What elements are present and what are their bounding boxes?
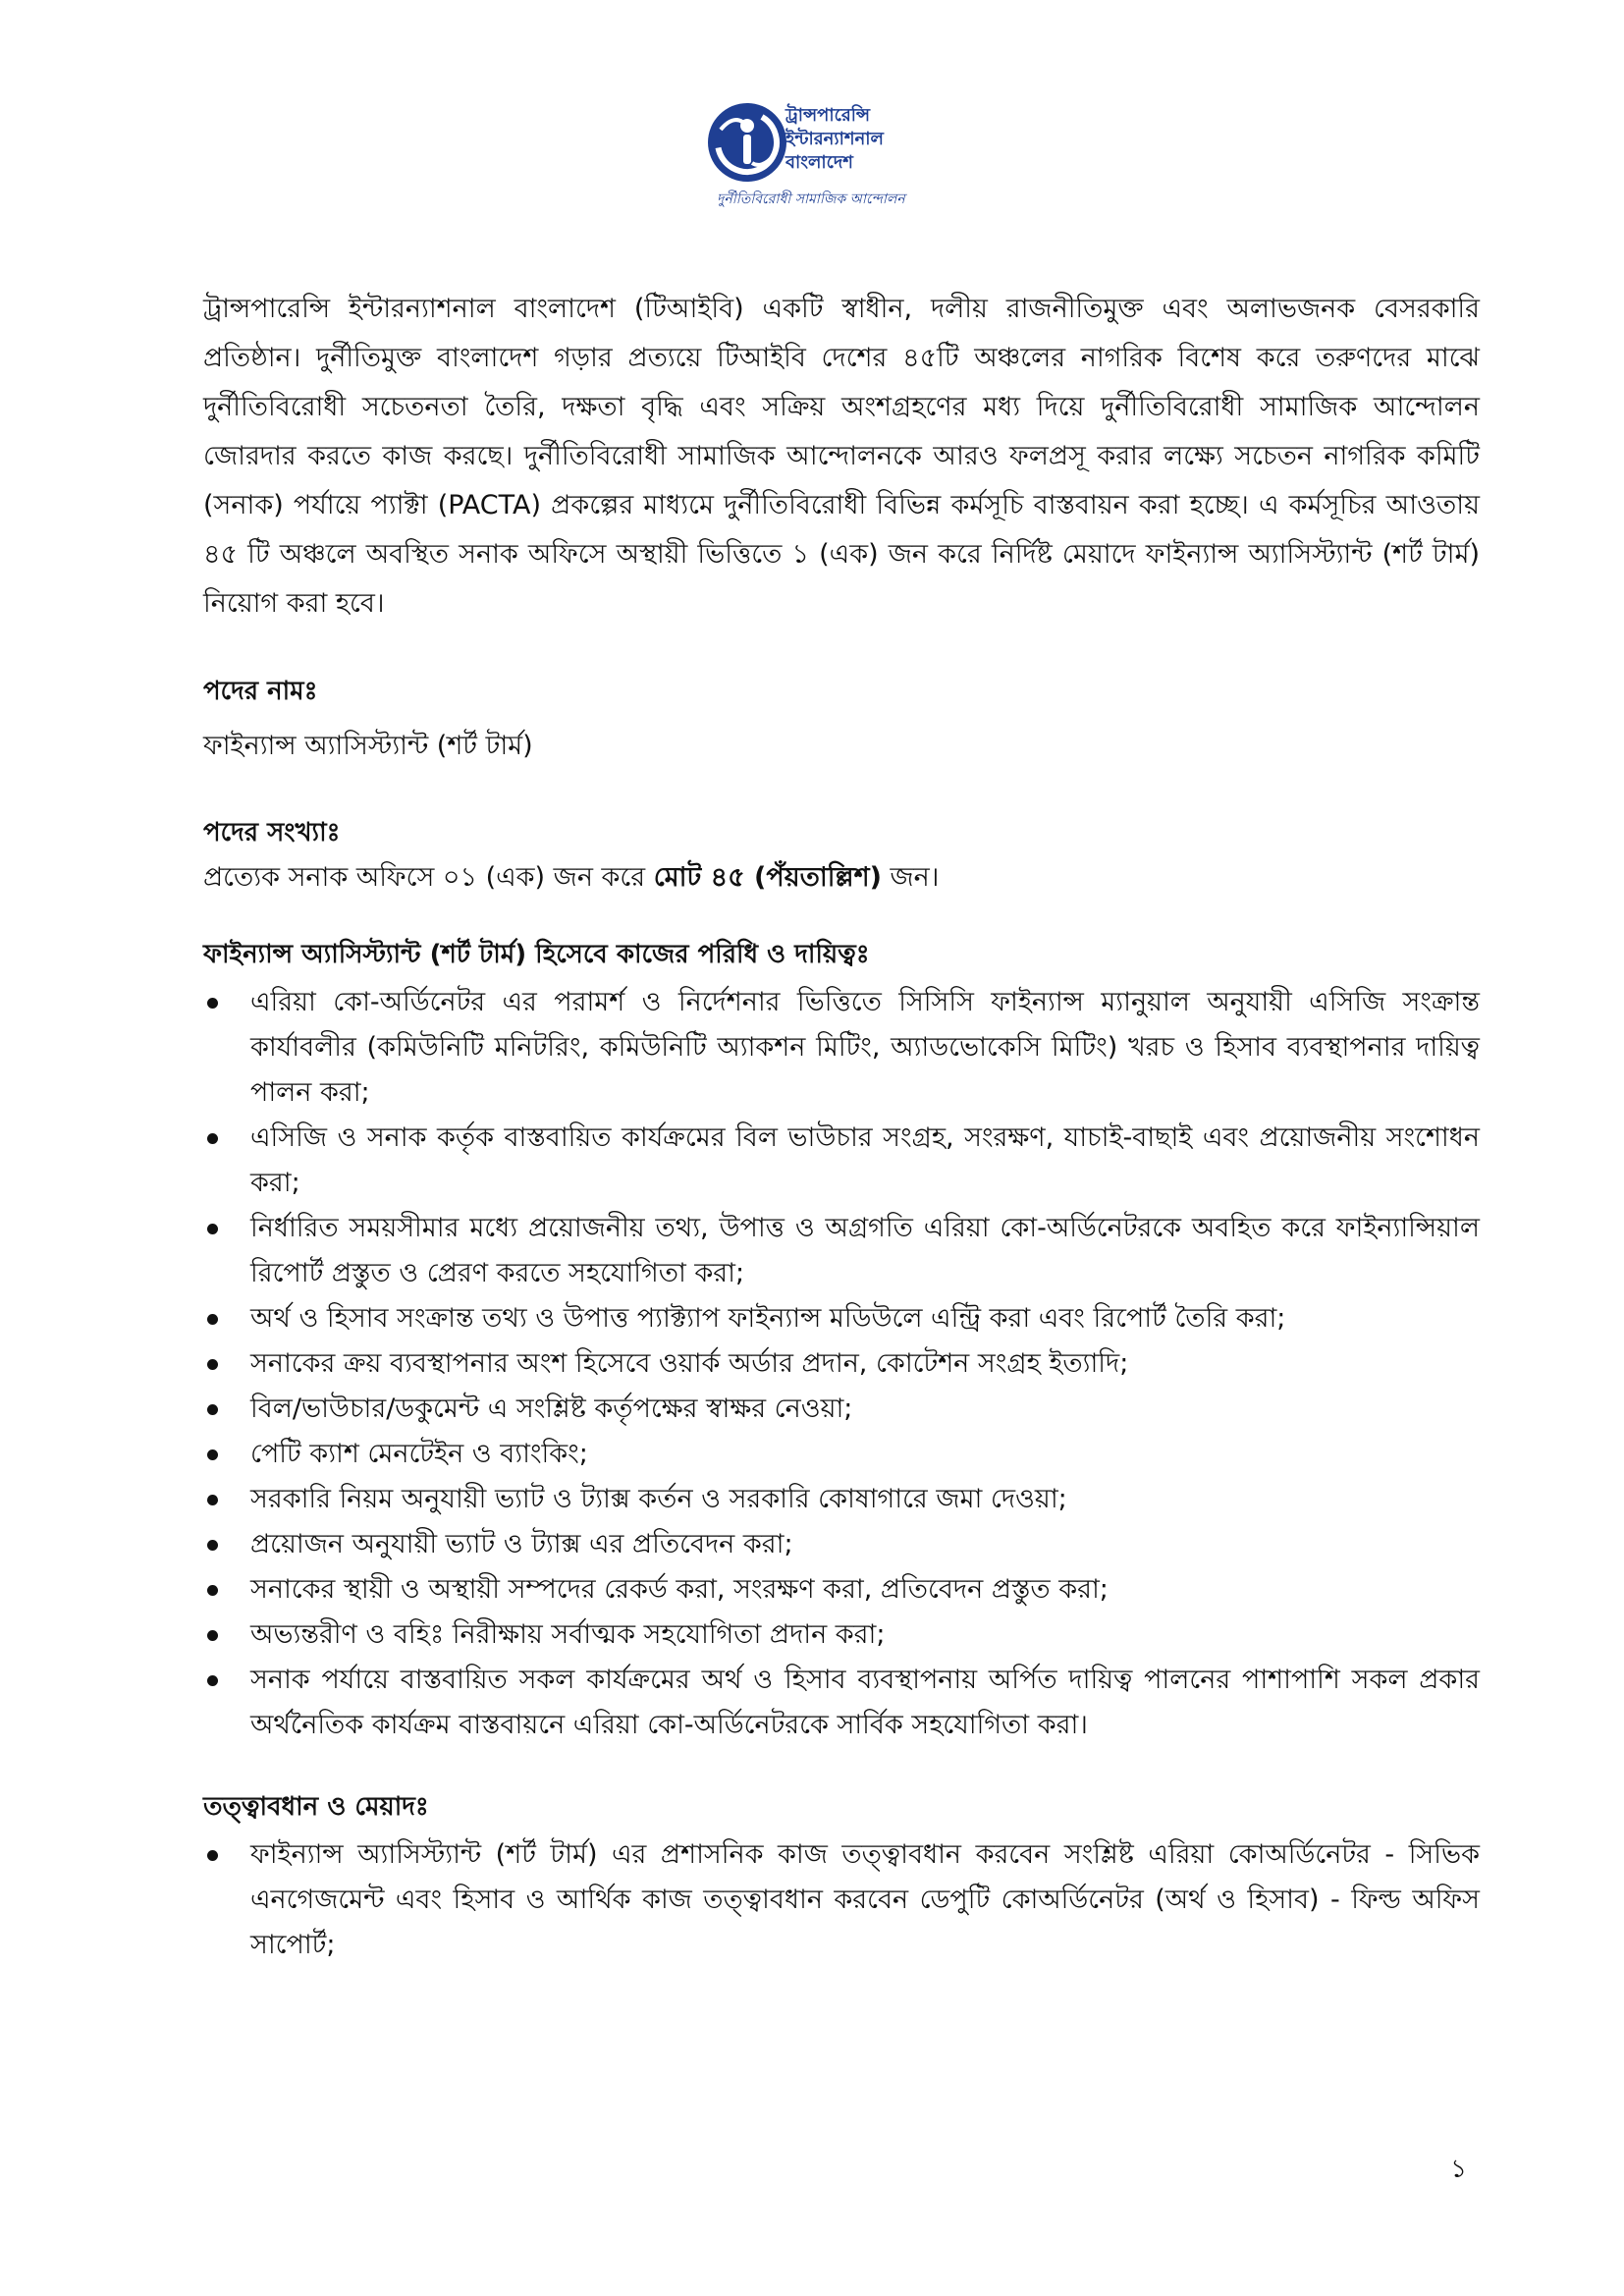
list-item — [203, 1658, 1480, 1748]
post-name-heading: পদের নামঃ — [203, 677, 318, 706]
duty-text: সনাক পর্যায়ে বাস্তবায়িত সকল কার্যক্রমের অর্থ ও হিসাব ব্যবস্থাপনায় অর্পিত দায়িত্ব পালনের পাশাপাশি সকল প্রকার অর্থনৈতিক কার্যক্রম বাস্তবায়নে এরিয়া কো-অর্ডিনেটরকে সার্বিক সহযোগিতা করা। — [250, 1665, 1480, 1740]
duty-text: এরিয়া কো-অর্ডিনেটর এর পরামর্শ ও নির্দেশনার ভিত্তিতে সিসিসি ফাইন্যান্স ম্যানুয়াল অনুযায়ী এসিজি সংক্রান্ত কার্যাবলীর (কমিউনিটি মনিটরিং, কমিউনিটি অ্যাকশন মিটিং, অ্যাডভোকেসি মিটিং) খরচ ও হিসাব ব্যবস্থাপনার দায়িত্ব পালন করা; — [250, 987, 1480, 1108]
list-item — [203, 1522, 1480, 1567]
duty-text: সনাকের ক্রয় ব্যবস্থাপনার অংশ হিসেবে ওয়ার্ক অর্ডার প্রদান, কোটেশন সংগ্রহ ইত্যাদি; — [250, 1348, 1129, 1379]
supervision-text: ফাইন্যান্স অ্যাসিস্ট্যান্ট (শর্ট টার্ম) এর প্রশাসনিক কাজ তত্ত্বাবধান করবেন সংশ্লিষ্ট এরিয়া কোঅর্ডিনেটর - সিভিক এনগেজমেন্ট এবং হিসাব ও আর্থিক কাজ তত্ত্বাবধান করবেন ডেপুটি কোঅর্ডিনেটর (অর্থ ও হিসাব) - ফিল্ড অফিস সাপোর্ট; — [250, 1839, 1480, 1960]
post-count-heading: পদের সংখ্যাঃ — [203, 818, 341, 847]
duty-text: নির্ধারিত সময়সীমার মধ্যে প্রয়োজনীয় তথ্য, উপাত্ত ও অগ্রগতি এরিয়া কো-অর্ডিনেটরকে অবহিত করে ফাইন্যান্সিয়াল রিপোর্ট প্রস্তুত ও প্রেরণ করতে সহযোগিতা করা; — [250, 1213, 1480, 1288]
post-count-prefix: প্রত্যেক সনাক অফিসে ০১ (এক) জন করে — [203, 862, 654, 893]
logo-line-1: ট্রান্সপারেন্সি — [785, 105, 871, 126]
duty-text: পেটি ক্যাশ মেনটেইন ও ব্যাংকিং; — [250, 1439, 588, 1469]
duty-text: অভ্যন্তরীণ ও বহিঃ নিরীক্ষায় সর্বাত্মক সহযোগিতা প্রদান করা; — [250, 1619, 886, 1650]
duties-list — [203, 980, 1480, 1748]
duty-text: বিল/ভাউচার/ডকুমেন্ট এ সংশ্লিষ্ট কর্তৃপক্ষের স্বাক্ষর নেওয়া; — [250, 1394, 853, 1424]
supervision-heading: তত্ত্বাবধান ও মেয়াদঃ — [203, 1792, 429, 1822]
bullet-icon — [207, 1850, 218, 1861]
list-item — [203, 1432, 1480, 1477]
duty-text: সরকারি নিয়ম অনুযায়ী ভ্যাট ও ট্যাক্স কর্তন ও সরকারি কোষাগারে জমা দেওয়া; — [250, 1484, 1067, 1514]
bullet-icon — [207, 1314, 218, 1325]
bullet-icon — [207, 1404, 218, 1415]
post-count-suffix: জন। — [881, 862, 940, 893]
list-item — [203, 1116, 1480, 1206]
organization-name — [785, 104, 884, 175]
bullet-icon — [207, 1630, 218, 1641]
organization-logo — [705, 100, 931, 208]
logo-line-3: বাংলাদেশ — [785, 152, 853, 173]
duty-text: প্রয়োজন অনুযায়ী ভ্যাট ও ট্যাক্স এর প্রতিবেদন করা; — [250, 1529, 793, 1559]
bullet-icon — [207, 998, 218, 1009]
list-item — [203, 1206, 1480, 1296]
bullet-icon — [207, 1585, 218, 1596]
list-item — [203, 1613, 1480, 1658]
list-item — [203, 1832, 1480, 1968]
list-item — [203, 1477, 1480, 1522]
post-count-total: মোট ৪৫ (পঁয়তাল্লিশ) — [653, 862, 882, 893]
post-count-value — [203, 856, 1480, 900]
list-item — [203, 980, 1480, 1116]
bullet-icon — [207, 1675, 218, 1686]
bullet-icon — [207, 1359, 218, 1370]
post-name-value: ফাইন্যান্স অ্যাসিস্ট্যান্ট (শর্ট টার্ম) — [203, 731, 533, 761]
ti-emblem-icon — [705, 100, 789, 185]
bullet-icon — [207, 1449, 218, 1460]
intro-paragraph: ট্রান্সপারেন্সি ইন্টারন্যাশনাল বাংলাদেশ (টিআইবি) একটি স্বাধীন, দলীয় রাজনীতিমুক্ত এবং অলাভজনক বেসরকারি প্রতিষ্ঠান। দুর্নীতিমুক্ত বাংলাদেশ গড়ার প্রত্যয়ে টিআইবি দেশের ৪৫টি অঞ্চলের নাগরিক বিশেষ করে তরুণদের মাঝে দুর্নীতিবিরোধী সচেতনতা তৈরি, দক্ষতা বৃদ্ধি এবং সক্রিয় অংশগ্রহণের মধ্য দিয়ে দুর্নীতিবিরোধী সামাজিক আন্দোলন জোরদার করতে কাজ করছে। দুর্নীতিবিরোধী সামাজিক আন্দোলনকে আরও ফলপ্রসূ করার লক্ষ্যে সচেতন নাগরিক কমিটি (সনাক) পর্যায়ে প্যাক্টা (PACTA) প্রকল্পের মাধ্যমে দুর্নীতিবিরোধী বিভিন্ন কর্মসূচি বাস্তবায়ন করা হচ্ছে। এ কর্মসূচির আওতায় ৪৫ টি অঞ্চলে অবস্থিত সনাক অফিসে অস্থায়ী ভিত্তিতে ১ (এক) জন করে নির্দিষ্ট মেয়াদে ফাইন্যান্স অ্যাসিস্ট্যান্ট (শর্ট টার্ম) নিয়োগ করা হবে। — [203, 294, 1480, 619]
duty-text: এসিজি ও সনাক কর্তৃক বাস্তবায়িত কার্যক্রমের বিল ভাউচার সংগ্রহ, সংরক্ষণ, যাচাই-বাছাই এবং প্রয়োজনীয় সংশোধন করা; — [250, 1122, 1480, 1198]
list-item — [203, 1567, 1480, 1613]
bullet-icon — [207, 1133, 218, 1144]
list-item — [203, 1387, 1480, 1432]
bullet-icon — [207, 1224, 218, 1234]
list-item — [203, 1341, 1480, 1387]
supervision-list — [203, 1832, 1480, 1968]
document-body — [203, 285, 1480, 1968]
duty-text: অর্থ ও হিসাব সংক্রান্ত তথ্য ও উপাত্ত প্যাক্ট্যাপ ফাইন্যান্স মডিউলে এন্ট্রি করা এবং রিপোর্ট তৈরি করা; — [250, 1303, 1286, 1334]
bullet-icon — [207, 1540, 218, 1551]
logo-line-2: ইন্টারন্যাশনাল — [785, 129, 884, 149]
bullet-icon — [207, 1495, 218, 1505]
page-number: ১ — [1450, 2155, 1467, 2184]
list-item — [203, 1296, 1480, 1341]
duty-text: সনাকের স্থায়ী ও অস্থায়ী সম্পদের রেকর্ড করা, সংরক্ষণ করা, প্রতিবেদন প্রস্তুত করা; — [250, 1574, 1109, 1605]
duties-heading: ফাইন্যান্স অ্যাসিস্ট্যান্ট (শর্ট টার্ম) হিসেবে কাজের পরিধি ও দায়িত্বঃ — [203, 940, 870, 969]
logo-tagline: দুর্নীতিবিরোধী সামাজিক আন্দোলন — [717, 191, 905, 207]
